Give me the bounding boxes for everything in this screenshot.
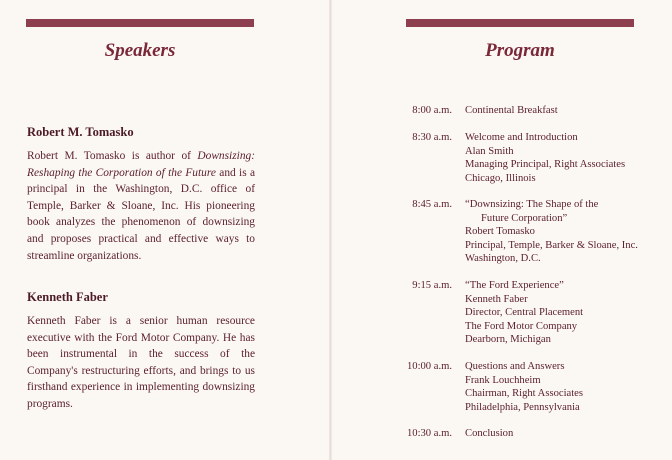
program-line: Kenneth Faber [465,293,528,305]
program-line: Robert Tomasko [465,226,535,237]
program-line: Chicago, Illinois [465,172,536,184]
program-line: Director, Central Placement [465,307,584,318]
speakers-panel [0,0,330,460]
program-details [465,131,665,185]
program-line: Conclusion [465,428,514,439]
program-line: Alan Smith [465,145,514,157]
program-line: Continental Breakfast [465,105,558,116]
program-line: Frank Louchheim [465,374,541,386]
program-heading: Program [485,40,555,61]
program-time: 8:00 a.m. [412,105,452,116]
speaker-bio-tomasko [27,148,255,264]
program-line: Chairman, Right Associates [465,388,583,399]
program-details [465,198,665,266]
program-line: Questions and Answers [465,361,565,372]
speakers-rule [26,19,254,27]
bio-text: Robert M. Tomasko is author of [27,150,198,162]
program-line: Philadelphia, Pennsylvania [465,401,580,413]
program-rule [406,19,634,27]
program-line: “The Ford Experience” [465,280,564,291]
program-line: “Downsizing: The Shape of the [465,199,599,210]
program-line: Principal, Temple, Barker & Sloane, Inc. [465,239,638,251]
program-time: 10:30 a.m. [406,428,452,439]
program-line: The Ford Motor Company [465,320,578,332]
bio-text: and is a principal in the Washington, D.C. office of Temple, Barker & Sloane, Inc. His pioneering book analyzes the phenomenon of downsizing and proposes practical and effective ways to streamline organizations. [27,166,255,262]
program-line: Managing Principal, Right Associates [465,159,626,170]
program-details [465,360,665,414]
program-details [465,104,665,118]
program-details [465,427,665,441]
program-line: Washington, D.C. [465,253,541,264]
program-time: 10:00 a.m. [406,361,452,372]
program-line: Dearborn, Michigan [465,334,551,345]
program-line: Future Corporation” [481,212,568,224]
program-time: 8:45 a.m. [412,199,452,210]
book-title: Downsizing: Reshaping the Corporation of the Future [27,150,255,179]
program-time: 8:30 a.m. [412,132,452,143]
program-line: Welcome and Introduction [465,132,578,143]
speaker-bio-faber: Kenneth Faber is a senior human resource executive with the Ford Motor Company. He has been instrumental in the success of the Company's restructuring efforts, and brings to us firsthand experience in implementing downsizing programs. [27,315,255,410]
speaker-name-tomasko: Robert M. Tomasko [27,125,134,139]
program-time: 9:15 a.m. [412,280,452,291]
program-details [465,279,665,347]
speaker-name-faber: Kenneth Faber [27,290,108,304]
speakers-heading: Speakers [104,40,176,61]
program-panel [332,0,672,460]
